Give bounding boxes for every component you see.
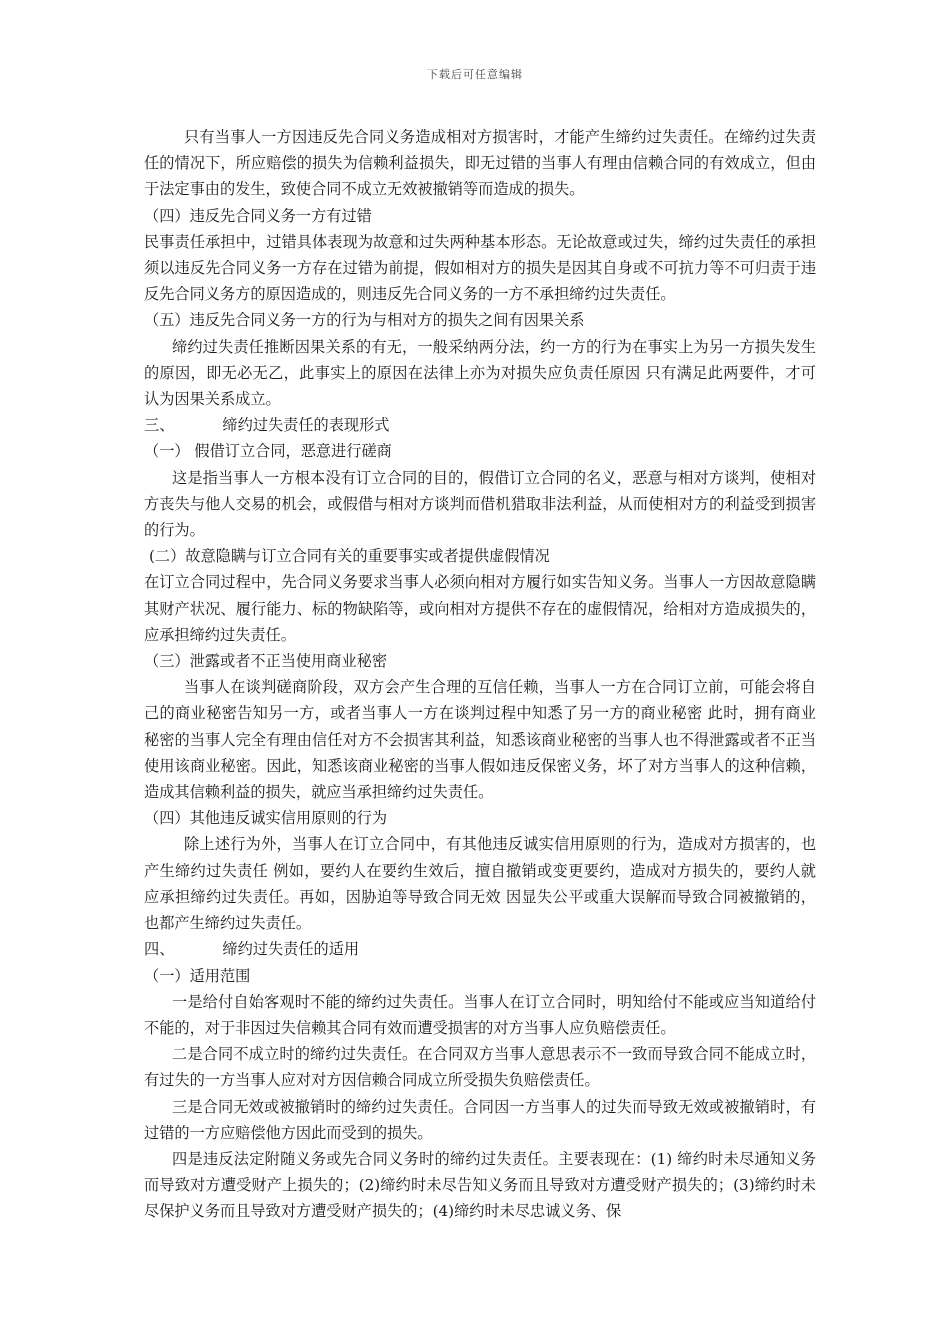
subsection-heading: （四）违反先合同义务一方有过错: [144, 206, 372, 225]
section-title: 缔约过失责任的适用: [222, 940, 360, 959]
document-body: [144, 124, 816, 1225]
paragraph: 只有当事人一方因违反先合同义务造成相对方损害时，才能产生缔约过失责任。在缔约过失责任的情况下，所应赔偿的损失为信赖利益损失，即无过错的当事人有理由信赖合同的有效成立，但由于法定事由的发生，致使合同不成立无效被撤销等而造成的损失。: [144, 128, 816, 199]
subsection-heading: (二）故意隐瞒与订立合同有关的重要事实或者提供虚假情况: [149, 547, 550, 566]
section-title: 缔约过失责任的表现形式: [222, 416, 390, 435]
section-heading: [144, 412, 816, 438]
subsection-heading: （一）适用范围: [144, 966, 251, 985]
paragraph: 二是合同不成立时的缔约过失责任。在合同双方当事人意思表示不一致而导致合同不能成立时，有过失的一方当事人应对对方因信赖合同成立所受损失负赔偿责任。: [144, 1045, 816, 1090]
paragraph: 除上述行为外，当事人在订立合同中，有其他违反诚实信用原则的行为，造成对方损害的，也产生缔约过失责任 例如，要约人在要约生效后，擅自撤销或变更要约，造成对方损失的，要约人就应承担缔约过失责任。再如，因胁迫等导致合同无效 因显失公平或重大误解而导致合同被撤销的，也都产生缔约过失责任。: [144, 835, 816, 933]
section-heading: [144, 936, 816, 962]
paragraph: 四是违反法定附随义务或先合同义务时的缔约过失责任。主要表现在：(1) 缔约时未尽通知义务而导致对方遭受财产上损失的；(2)缔约时未尽告知义务而且导致对方遭受财产损失的；(3)缔约时未尽保护义务而且导致对方遭受财产损失的；(4)缔约时未尽忠诚义务、保: [144, 1149, 816, 1221]
subsection-heading: （五）违反先合同义务一方的行为与相对方的损失之间有因果关系: [144, 311, 585, 330]
subsection-heading: （三）泄露或者不正当使用商业秘密: [144, 652, 387, 671]
page-header: 下载后可任意编辑: [427, 68, 523, 81]
paragraph: 民事责任承担中，过错具体表现为故意和过失两种基本形态。无论故意或过失，缔约过失责任的承担须以违反先合同义务一方存在过错为前提，假如相对方的损失是因其自身或不可抗力等不可归责于违反先合同义务方的原因造成的，则违反先合同义务的一方不承担缔约过失责任。: [144, 232, 816, 304]
subsection-heading: （一） 假借订立合同，恶意进行磋商: [144, 442, 392, 461]
section-number: 三、: [144, 416, 175, 435]
paragraph: 当事人在谈判磋商阶段，双方会产生合理的互信任赖，当事人一方在合同订立前，可能会将自己的商业秘密告知另一方，或者当事人一方在谈判过程中知悉了另一方的商业秘密 此时，拥有商业秘密的当事人完全有理由信任对方不会损害其利益，知悉该商业秘密的当事人也不得泄露或者不正当使用该商业秘密。因此，知悉该商业秘密的当事人假如违反保密义务，坏了对方当事人的这种信赖，造成其信赖利益的损失，就应当承担缔约过失责任。: [144, 678, 816, 802]
paragraph: 这是指当事人一方根本没有订立合同的目的，假借订立合同的名义，恶意与相对方谈判，使相对方丧失与他人交易的机会，或假借与相对方谈判而借机猎取非法利益，从而使相对方的利益受到损害的行为。: [144, 468, 816, 540]
paragraph: 一是给付自始客观时不能的缔约过失责任。当事人在订立合同时，明知给付不能或应当知道给付不能的，对于非因过失信赖其合同有效而遭受损害的对方当事人应负赔偿责任。: [144, 992, 816, 1037]
subsection-heading: （四）其他违反诚实信用原则的行为: [144, 809, 387, 828]
paragraph: 缔约过失责任推断因果关系的有无，一般采纳两分法，约一方的行为在事实上为另一方损失发生的原因，即无必无乙，此事实上的原因在法律上亦为对损失应负责任原因 只有满足此两要件，才可认为因果关系成立。: [144, 337, 816, 409]
section-number: 四、: [144, 940, 175, 959]
paragraph: 三是合同无效或被撤销时的缔约过失责任。合同因一方当事人的过失而导致无效或被撤销时，有过错的一方应赔偿他方因此而受到的损失。: [144, 1097, 816, 1142]
paragraph: 在订立合同过程中，先合同义务要求当事人必须向相对方履行如实告知义务。当事人一方因故意隐瞒其财产状况、履行能力、标的物缺陷等，或向相对方提供不存在的虚假情况，给相对方造成损失的，应承担缔约过失责任。: [144, 573, 816, 644]
